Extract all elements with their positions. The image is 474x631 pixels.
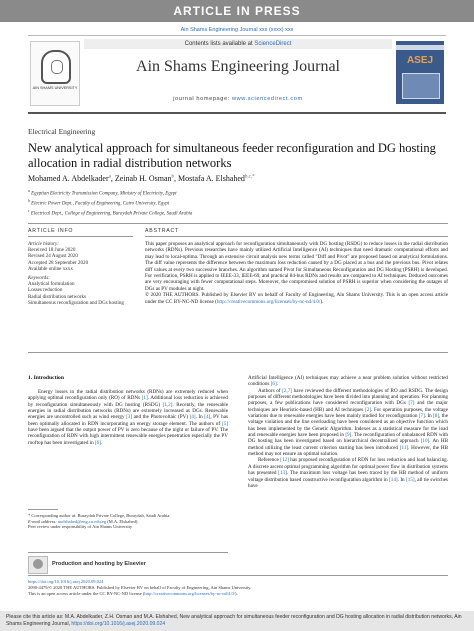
section-label: Electrical Engineering bbox=[28, 127, 96, 136]
citation-link[interactable]: [2] bbox=[365, 406, 372, 413]
citation-doi-link[interactable]: https://doi.org/10.1016/j.asej.2020.09.024 bbox=[71, 620, 166, 627]
abstract-text: This paper proposes an analytical approach for reconfiguration simultaneously with DG hosting (RSDG) to reduce losses in the radial distribution networks (RDNs). Previous researches have mainly utilized Artificial Intelligence (AI) techniques that need dramatic computational efforts and may lead to local-optima. Through an extensive circuit analysis new terms called "Diff and Pivot" are proposed based on analytical formulations. The diff value represents the difference between the maximum loss reduction caused by a DG placed at a bus and the previous bus. Pivot relates diff values at every two successive branches. An algorithm named Pivot for Simultaneous Reconfiguration and DG Hosting (PSRH) is developed. For verification, PSRH is applied to IEEE-33, IEEE-69, and practical 84-bus RDNs and results are compared to AI techniques. Deduced outcomes are very encouraging with fewer computational steps. Moreover, the compromised solution of PSRH is superior when considering the outages of DGs as PV modules at night. bbox=[145, 241, 448, 292]
bottom-publication-info bbox=[28, 579, 448, 596]
history-item: Available online xxxx bbox=[28, 265, 73, 272]
history-item: Received 18 June 2020 bbox=[28, 247, 76, 254]
citation-link[interactable]: [10] bbox=[420, 438, 430, 445]
paragraph: Authors of [2,7] have reviewed the different methodologies of RO and RSDG. The design purposes of different methodologies have been divided into planning and operation. For planning purposes, a few publications have considered reconfiguration with DGs [7] and the major techniques are Heuristic-based (HB) and AI techniques [2]. For operation purposes, the voltage variations due to renewable energies have been mainly studied for reconfiguration [7]. In [8], the voltage violation and the line overloading have been considered as an objective function which has been implemented by the Genetic Algorithm. Indexes as a statistical measure for the load and renewable energies have been proposed in [9]. The reconfiguration of unbalanced RDN with DG hosting has been investigated based on hierarchical decentralized approach [10]. An HB method utilizing the least current criterion starting has been introduced [11]. However, the HB method may not ensure an optimal solution. bbox=[248, 387, 449, 458]
citation-link[interactable]: [4] bbox=[189, 414, 196, 421]
doi-link[interactable]: https://doi.org/10.1016/j.asej.2020.09.024 bbox=[28, 579, 104, 584]
peer-review-note: Peer review under responsibility of Ain Shams University bbox=[28, 524, 133, 530]
citation-link[interactable]: [14] bbox=[389, 476, 398, 483]
citation-link[interactable]: [15] bbox=[405, 476, 415, 483]
email-label: E-mail address: bbox=[28, 518, 58, 524]
license-link[interactable]: http://creativecommons.org/licenses/by-nc-nd/4.0/ bbox=[216, 298, 321, 305]
affil-text: Electric Power Dept., Faculty of Engineering, Cairo University, Egypt bbox=[31, 201, 170, 207]
article-title: New analytical approach for simultaneous feeder reconfiguration and DG hosting allocation in radial distribution networks bbox=[28, 141, 436, 170]
intro-left-column bbox=[28, 389, 228, 446]
cover-band bbox=[396, 45, 444, 50]
copyright-end: ). bbox=[320, 298, 324, 305]
affil-marker: c bbox=[28, 208, 30, 213]
citation-link[interactable]: [1,2] bbox=[162, 401, 173, 408]
contents-prefix: Contents lists available at bbox=[184, 41, 255, 47]
citation-link[interactable]: [8] bbox=[433, 413, 440, 420]
intro-right-column bbox=[248, 375, 448, 489]
citation-link[interactable]: [1] bbox=[141, 395, 148, 402]
footnote-divider bbox=[28, 509, 58, 510]
footnotes bbox=[28, 513, 228, 530]
article-in-press-banner: ARTICLE IN PRESS bbox=[0, 0, 474, 22]
copyright-text: © 2020 THE AUTHORS. Published by Elsevier BV on behalf of Faculty of Engineering, Ain Shams University. This is an open access article under the CC BY-NC-ND license ( bbox=[145, 292, 448, 305]
citation-box bbox=[0, 611, 474, 631]
citation-link[interactable]: [2,7] bbox=[282, 387, 293, 394]
abstract-body bbox=[145, 241, 448, 305]
article-history bbox=[28, 241, 133, 272]
history-item: Accepted 28 September 2020 bbox=[28, 259, 89, 266]
license-suffix: ). bbox=[235, 590, 238, 596]
divider bbox=[28, 552, 228, 553]
citation-link[interactable]: [12] bbox=[280, 457, 289, 464]
keywords-label: Keywords: bbox=[28, 275, 50, 281]
journal-homepage bbox=[84, 96, 392, 102]
journal-reference[interactable]: Ain Shams Engineering Journal xxx (xxxx) xxx bbox=[180, 27, 294, 33]
citation-link[interactable]: [7] bbox=[418, 413, 425, 420]
article-info-header: ARTICLE INFO bbox=[28, 228, 74, 234]
journal-masthead bbox=[28, 35, 446, 114]
citation-link[interactable]: [9] bbox=[345, 432, 352, 439]
elsevier-logo-icon bbox=[28, 556, 48, 574]
cover-image bbox=[402, 73, 440, 99]
author-affil-marker: a bbox=[108, 174, 111, 180]
email-suffix: (M.A. Elshahed). bbox=[106, 518, 139, 524]
abstract-header: ABSTRACT bbox=[145, 228, 180, 234]
divider bbox=[28, 223, 448, 224]
author-name[interactable]: Mostafa A. Elshahed bbox=[178, 174, 245, 183]
affiliation-item bbox=[28, 208, 448, 218]
corresponding-author-note: * Corresponding author at: Buraydah Private College, Buraydah, Saudi Arabia. bbox=[28, 513, 171, 518]
abstract-copyright bbox=[145, 292, 448, 305]
author-list: Mohamed A. Abdelkader$^a$, Zeinab H. Osman$^b$, Mostafa A. Elshahed$^{b,c,*}$ bbox=[28, 174, 255, 183]
keyword-item: Simultaneous reconfiguration and DGs hosting bbox=[28, 299, 124, 306]
affiliation-item bbox=[28, 188, 448, 198]
affiliation-item bbox=[28, 198, 448, 208]
keyword-item: Losses reduction bbox=[28, 287, 63, 294]
intro-heading: 1. Introduction bbox=[28, 375, 64, 381]
issn-line: 2090-4479/© 2020 THE AUTHORS. Published by Elsevier BV on behalf of Faculty of Engineering, Ain Shams University. bbox=[28, 584, 252, 590]
citation-link[interactable]: [11] bbox=[399, 444, 409, 451]
journal-title: Ain Shams Engineering Journal bbox=[136, 58, 340, 75]
keywords bbox=[28, 275, 133, 306]
affil-text: Electrical Dept., College of Engineering, Buraydah Private College, Saudi Arabia bbox=[30, 211, 193, 217]
affil-marker: a bbox=[28, 189, 30, 193]
paragraph: Reference [12] has proposed reconfiguration of RDN for loss reduction and load balancing. A discrete ascent optimal programming algorithm for optimal power flow in distribution systems has presented [13]. The maximum loss voltage has been traced by the HB method of uniform voltage distribution based constructive reconfiguration algorithm in [14]. In [15], all tie switches have bbox=[248, 457, 449, 489]
author-name[interactable]: Mohamed A. Abdelkader bbox=[28, 174, 109, 183]
divider bbox=[28, 575, 448, 576]
affiliations bbox=[28, 188, 448, 218]
paragraph: Artificial Intelligence (AI) techniques may achieve a near problem solution without restricted conditions [6]. bbox=[248, 375, 448, 388]
divider bbox=[145, 236, 448, 237]
contents-available-line bbox=[84, 39, 392, 49]
citation-link[interactable]: [4] bbox=[204, 414, 211, 421]
citation-link[interactable]: [13] bbox=[278, 470, 287, 477]
citation-link[interactable]: [6] bbox=[94, 439, 101, 446]
affil-text: Egyptian Electricity Transmission Company, Ministry of Electricity, Egypt bbox=[31, 191, 177, 197]
author-affil-marker: b,c,* bbox=[244, 174, 255, 180]
email-link[interactable]: melshahed@eng.cu.edu.eg bbox=[57, 518, 107, 524]
license-prefix: This is an open access article under the CC BY-NC-ND license ( bbox=[28, 590, 145, 596]
license-line bbox=[28, 591, 448, 597]
keyword-item: Analytical formulation bbox=[28, 281, 75, 288]
paragraph: Energy losses in the radial distribution networks (RDNs) are extremely reduced when applying optimal reconfiguration only (RO) of RDNs [1]. Additional loss reduction is achieved by reconfiguration simultaneously with DG hosting (RSDG) [1,2]. Recently, the renewable energies in radial distribution networks (RDNs) are extremely increased as DGs. Renewable energies are uncontrolled such as wind energy [3] and the Photovoltaic (PV) [4]. In [4], PV has been optimally allocated in RDN incorporating an energy storage element. The authors of [5] have been argued that the output power of PV is zero because of the night or failure of PV. The reconfiguration of RDN with high intermittent renewable energies penetration especially the PV rooftop has been investigated in [6]. bbox=[28, 389, 229, 446]
production-line: Production and hosting by Elsevier bbox=[52, 561, 146, 567]
keyword-item: Radial distribution networks bbox=[28, 293, 87, 300]
history-label: Article history: bbox=[28, 241, 59, 247]
homepage-prefix: journal homepage: bbox=[173, 96, 232, 102]
masthead-center bbox=[84, 36, 392, 110]
university-emblem-icon bbox=[41, 50, 71, 84]
divider bbox=[28, 352, 448, 353]
history-item: Revised 24 August 2020 bbox=[28, 253, 78, 260]
citation-link[interactable]: [5] bbox=[222, 420, 228, 427]
license-link[interactable]: http://creativecommons.org/licenses/by-nc-nd/4.0/ bbox=[144, 590, 235, 596]
divider bbox=[28, 236, 133, 237]
homepage-link[interactable]: www.sciencedirect.com bbox=[231, 96, 303, 102]
cover-title: ASEJ bbox=[406, 55, 434, 66]
citation-link[interactable]: [3] bbox=[126, 414, 133, 421]
citation-link[interactable]: [6] bbox=[270, 381, 277, 388]
author-name[interactable]: Zeinab H. Osman bbox=[114, 174, 172, 183]
citation-link[interactable]: [7] bbox=[408, 400, 415, 407]
author-affil-marker: b bbox=[171, 174, 175, 180]
journal-cover-thumbnail[interactable] bbox=[396, 41, 444, 104]
university-logo-text: AIN SHAMS UNIVERSITY bbox=[32, 86, 78, 90]
affil-marker: b bbox=[28, 198, 30, 203]
university-logo bbox=[30, 41, 80, 106]
sciencedirect-link[interactable]: ScienceDirect bbox=[254, 41, 292, 47]
citation-text: Please cite this article as: M.A. Abdelkader, Z.H. Osman and M.A. Elshahed, New analytical approach for simultaneous feeder reconfiguration and DG hosting allocation in radial distribution networks, Ain Shams Engineering Journal, bbox=[6, 614, 462, 627]
